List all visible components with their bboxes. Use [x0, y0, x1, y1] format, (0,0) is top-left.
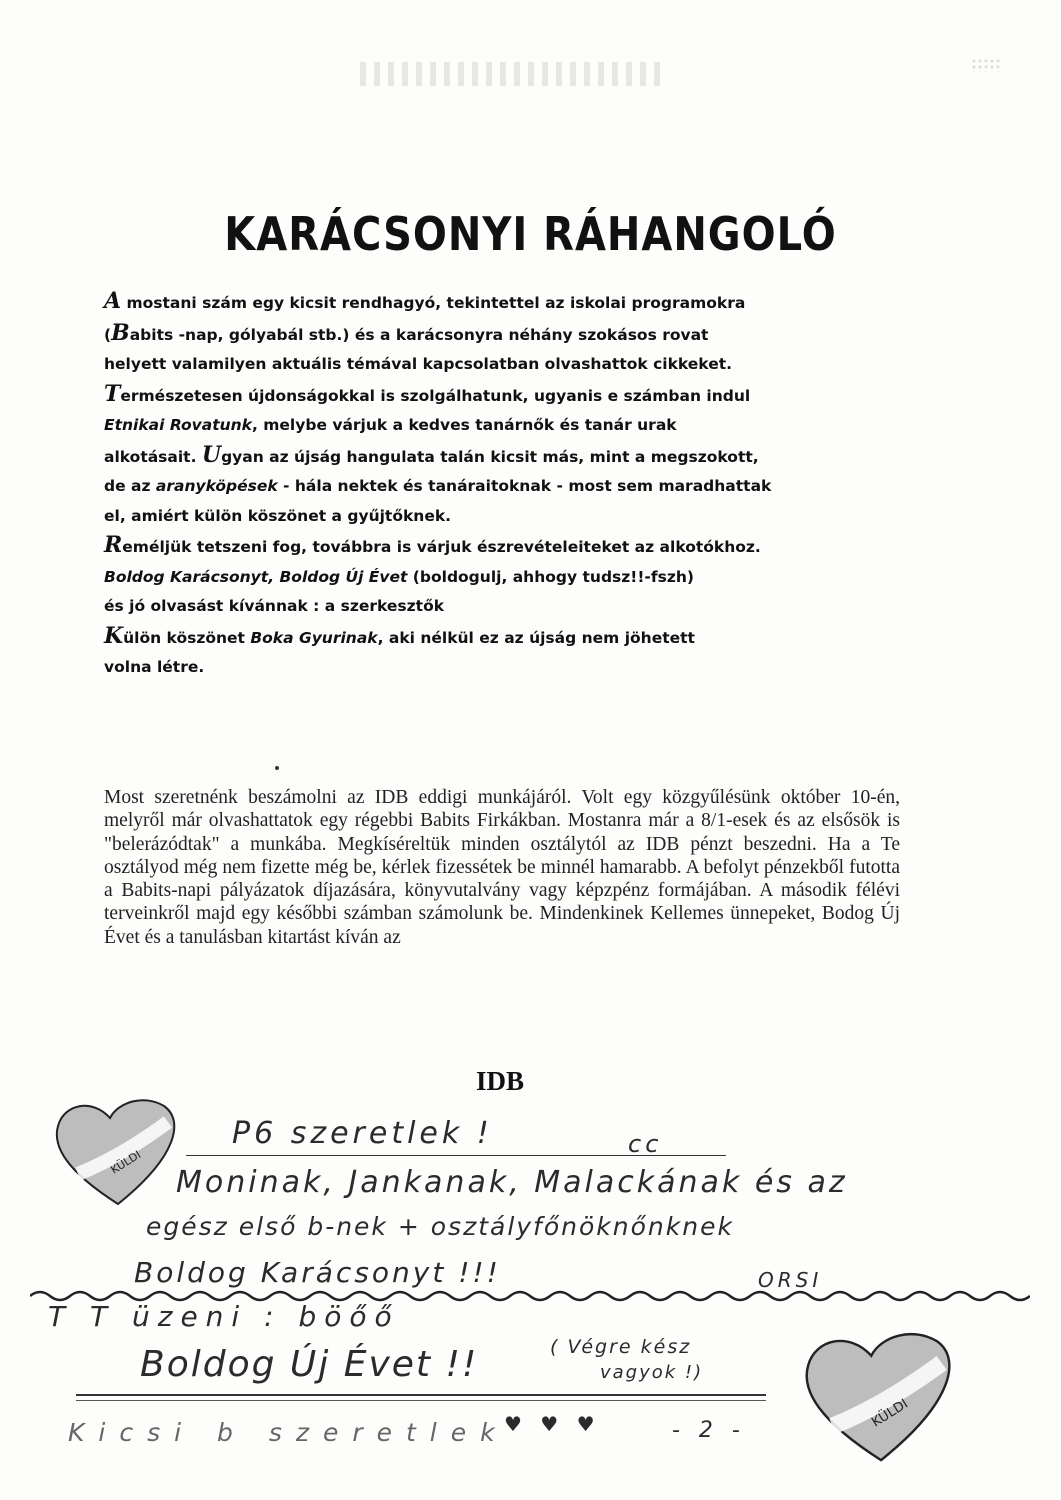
- handwritten-line-4: Boldog Karácsonyt !!!: [134, 1256, 501, 1289]
- signature-idb: IDB: [475, 1066, 524, 1096]
- handwritten-line-7: Kicsi b szeretlek: [68, 1418, 509, 1447]
- intro-line: de az aranyköpések - hála nektek és tanáraitoknak - most sem maradhattak: [104, 477, 772, 495]
- handwritten-line-3: egész első b-nek + osztályfőnöknőnknek: [146, 1212, 734, 1241]
- double-line: [76, 1400, 766, 1401]
- idb-report-paragraph: Most szeretnénk beszámolni az IDB eddigi munkájáról. Volt egy közgyűlésünk október 10-én, melyről már olvashattatok egy régebbi Babits Firkákban. Mostanra már a 8/1-esek és az elsősök is "belerázódtak" a munkába. Megkíséreltük minden osztálytól az IDB pénzt beszedni. Ha a Te osztályod még nem fizette még be, kérlek fizessétek be minnél hamarabb. A befolyt pénzekből futotta a Babits-napi pályázatok díjazására, könyvutalvány vagy képzpénz formájában. A második félévi terveinkről majd egy későbbi számban számolunk be. Mindenkinek Kellemes ünnepeket, Bodog Új Évet és a tanulásban kitartást kíván az: [104, 787, 900, 948]
- scan-speck: [971, 58, 1001, 72]
- bullet-dot: [275, 766, 279, 770]
- intro-line: Reméljük tetszeni fog, továbbra is várjuk észrevételeiteket az alkotókhoz.: [104, 532, 761, 558]
- drop-cap: U: [201, 441, 222, 468]
- editorial-intro: [104, 287, 904, 683]
- heart-stamp-label: KÜLDI: [869, 1396, 911, 1431]
- intro-line: Boldog Karácsonyt, Boldog Új Évet (boldogulj, ahhogy tudsz!!-fszh): [104, 567, 694, 586]
- handwritten-signature-orsi: ORSI: [758, 1268, 823, 1292]
- underline: [186, 1155, 726, 1156]
- handwritten-line-2: Moninak, Jankanak, Malackának és az: [176, 1165, 848, 1200]
- intro-line: Külön köszönet Boka Gyurinak, aki nélkül ez az újság nem jöhetett: [104, 622, 695, 649]
- handwritten-cc: cc: [628, 1130, 663, 1158]
- drop-cap: T: [104, 380, 121, 407]
- handwritten-line-5: T T üzeni : böőő: [48, 1300, 400, 1333]
- intro-line: Etnikai Rovatunk, melybe várjuk a kedves tanárnők és tanár urak: [104, 416, 677, 434]
- drop-cap: A: [104, 288, 122, 314]
- intro-line: alkotásait. Ugyan az újság hangulata talán kicsit más, mint a megszokott,: [104, 441, 759, 468]
- intro-line: A mostani szám egy kicsit rendhagyó, tekintettel az iskolai programokra: [104, 288, 746, 314]
- intro-line: Természetesen újdonságokkal is szolgálhatunk, ugyanis e számban indul: [104, 380, 751, 407]
- intro-line: el, amiért külön köszönet a gyűjtőknek.: [104, 506, 452, 525]
- intro-line: és jó olvasást kívánnak : a szerkesztők: [104, 597, 445, 615]
- intro-line: volna létre.: [104, 658, 205, 676]
- heart-stamp-label: KÜLDI: [108, 1148, 144, 1177]
- handwritten-note-2: vagyok !): [600, 1362, 704, 1383]
- drop-cap: R: [104, 532, 123, 558]
- page-title: KARÁCSONYI RÁHANGOLÓ: [224, 208, 837, 262]
- double-line: [76, 1394, 766, 1396]
- handwritten-hearts: ♥ ♥ ♥: [504, 1412, 601, 1436]
- drop-cap: B: [111, 319, 130, 346]
- handwritten-line-1: P6 szeretlek !: [232, 1116, 493, 1151]
- drop-cap: K: [104, 622, 124, 649]
- intro-line: helyett valamilyen aktuális témával kapcsolatban olvashattok cikkeket.: [104, 355, 732, 373]
- handwritten-note-1: ( Végre kész: [550, 1336, 692, 1358]
- page-number: - 2 -: [672, 1418, 746, 1443]
- faded-bleed-through: [360, 62, 660, 86]
- heart-stamp-left-icon: [48, 1092, 188, 1212]
- handwritten-line-6: Boldog Új Évet !!: [140, 1344, 479, 1385]
- intro-line: (Babits -nap, gólyabál stb.) és a karácsonyra néhány szokásos rovat: [104, 319, 709, 346]
- heart-stamp-right-icon: [796, 1322, 966, 1472]
